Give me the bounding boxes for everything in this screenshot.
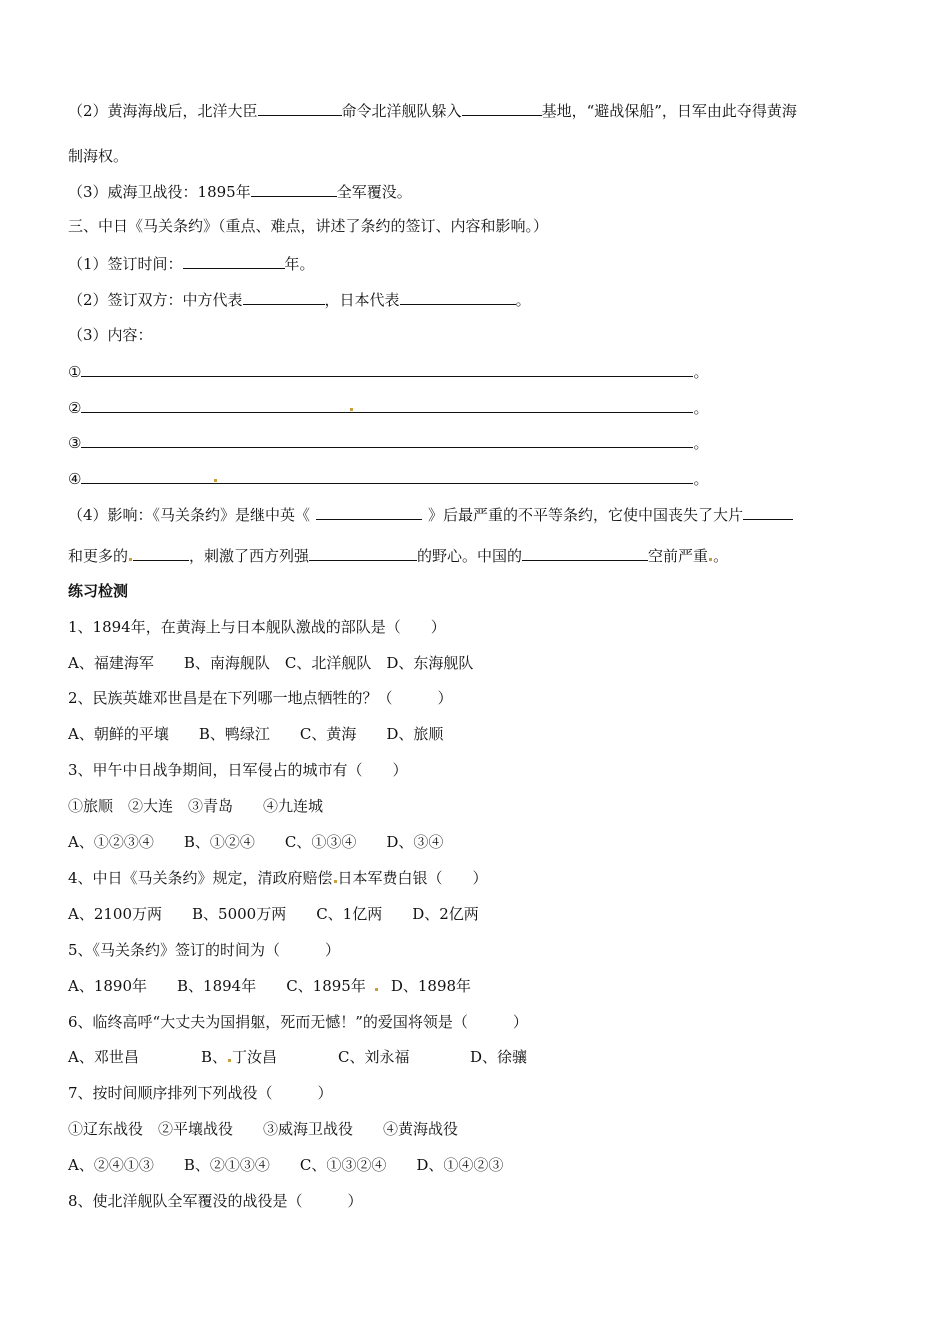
question-6: 6、临终高呼“大丈夫为国捐躯，死而无憾！”的爱国将领是（ ） xyxy=(68,1013,528,1031)
q6-option-c: C、刘永福 xyxy=(338,1048,410,1066)
speck xyxy=(214,479,217,482)
question-7-items: ①辽东战役 ②平壤战役 ③威海卫战役 ④黄海战役 xyxy=(68,1120,459,1138)
influence-text-d: ，刺激了西方列强 xyxy=(189,547,310,565)
blank-content-4[interactable] xyxy=(81,468,693,484)
parties-text-b: ，日本代表 xyxy=(324,291,400,309)
influence-text-c: 和更多的 xyxy=(68,547,129,565)
item-2-text-c: 基地，“避战保船”，日军由此夺得黄海 xyxy=(541,102,797,120)
content-item-4: ④ 。 xyxy=(68,470,709,488)
item-3-text-b: 全军覆没。 xyxy=(336,183,412,201)
blank-chinese-rep[interactable] xyxy=(243,289,325,305)
parties-line xyxy=(68,289,531,310)
influence-line-1 xyxy=(68,504,793,525)
speck xyxy=(375,988,378,991)
item-2-line xyxy=(68,100,797,121)
speck xyxy=(334,880,337,883)
question-7-options: A、②④①③ B、②①③④ C、①③②④ D、①④②③ xyxy=(68,1156,504,1174)
question-5-options: A、1890年 B、1894年 C、1895年 D、1898年 xyxy=(68,977,472,995)
question-2: 2、民族英雄邓世昌是在下列哪一地点牺牲的？（ ） xyxy=(68,689,453,707)
question-3-options: A、①②③④ B、①②④ C、①③④ D、③④ xyxy=(68,833,444,851)
item-3-line xyxy=(68,181,412,202)
question-4-options: A、2100万两 B、5000万两 C、1亿两 D、2亿两 xyxy=(68,905,479,923)
influence-line-2 xyxy=(68,545,728,566)
sign-time-text-a: （1）签订时间： xyxy=(68,255,183,273)
blank-content-2[interactable] xyxy=(81,397,693,413)
item-3-text-a: （3）威海卫战役：1895年 xyxy=(68,183,251,201)
blank-base[interactable] xyxy=(462,100,542,116)
content-label: （3）内容： xyxy=(68,326,153,344)
content-item-1: ① 。 xyxy=(68,363,709,381)
influence-text-g: 。 xyxy=(713,547,729,565)
q6-option-a: A、邓世昌 xyxy=(68,1048,139,1066)
blank-sign-time[interactable] xyxy=(183,253,285,269)
item-2-text-d: 制海权。 xyxy=(68,147,129,165)
blank-territory[interactable] xyxy=(743,504,793,520)
item-2-cont-line xyxy=(68,146,128,166)
item-2-text-a: （2）黄海海战后，北洋大臣 xyxy=(68,102,258,120)
q6-option-b: B、 丁汝昌 xyxy=(201,1048,278,1066)
section-3-heading: 三、中日《马关条约》（重点、难点，讲述了条约的签订、内容和影响。） xyxy=(68,217,549,235)
blank-crisis[interactable] xyxy=(522,545,648,561)
marker-3: ③ xyxy=(68,434,82,452)
speck xyxy=(350,408,353,411)
question-7: 7、按时间顺序排列下列战役（ ） xyxy=(68,1084,333,1102)
marker-2: ② xyxy=(68,399,82,417)
blank-beiyang-minister[interactable] xyxy=(258,100,342,116)
question-5: 5、《马关条约》签订的时间为（ ） xyxy=(68,941,341,959)
influence-text-a: （4）影响：《马关条约》是继中英《 xyxy=(68,506,311,524)
speck xyxy=(709,558,712,561)
speck xyxy=(129,558,132,561)
question-3: 3、甲午中日战争期间，日军侵占的城市有（ ） xyxy=(68,761,408,779)
parties-text-a: （2）签订双方：中方代表 xyxy=(68,291,243,309)
question-1: 1、1894年，在黄海上与日本舰队激战的部队是（ ） xyxy=(68,618,446,636)
blank-content-1[interactable] xyxy=(81,361,693,377)
question-2-options: A、朝鲜的平壤 B、鸭绿江 C、黄海 D、旅顺 xyxy=(68,725,444,743)
sign-time-line xyxy=(68,253,315,274)
marker-4: ④ xyxy=(68,470,82,488)
influence-text-e: 的野心。中国的 xyxy=(417,547,523,565)
q6-option-d: D、徐骧 xyxy=(470,1048,528,1066)
blank-rights[interactable] xyxy=(133,545,189,561)
blank-japanese-rep[interactable] xyxy=(400,289,516,305)
question-4: 4、中日《马关条约》规定，清政府赔偿 日本军费白银（ ） xyxy=(68,869,488,887)
question-3-items: ①旅顺 ②大连 ③青岛 ④九连城 xyxy=(68,797,324,815)
marker-1: ① xyxy=(68,363,82,381)
question-8: 8、使北洋舰队全军覆没的战役是（ ） xyxy=(68,1192,363,1210)
practice-title: 练习检测 xyxy=(68,582,129,600)
blank-weihaiwei[interactable] xyxy=(251,181,337,197)
sign-time-text-b: 年。 xyxy=(284,255,315,273)
parties-text-c: 。 xyxy=(515,291,531,309)
content-item-2: ② 。 xyxy=(68,399,709,417)
content-item-3: ③ 。 xyxy=(68,434,709,452)
blank-content-3[interactable] xyxy=(81,432,693,448)
question-1-options: A、福建海军 B、南海舰队 C、北洋舰队 D、东海舰队 xyxy=(68,654,474,672)
influence-text-f: 空前严重 xyxy=(648,547,709,565)
speck xyxy=(228,1059,231,1062)
influence-text-b: 》后最严重的不平等条约，它使中国丧失了大片 xyxy=(428,506,744,524)
blank-ambition[interactable] xyxy=(309,545,417,561)
blank-treaty-name[interactable] xyxy=(316,504,422,520)
item-2-text-b: 命令北洋舰队躲入 xyxy=(341,102,462,120)
